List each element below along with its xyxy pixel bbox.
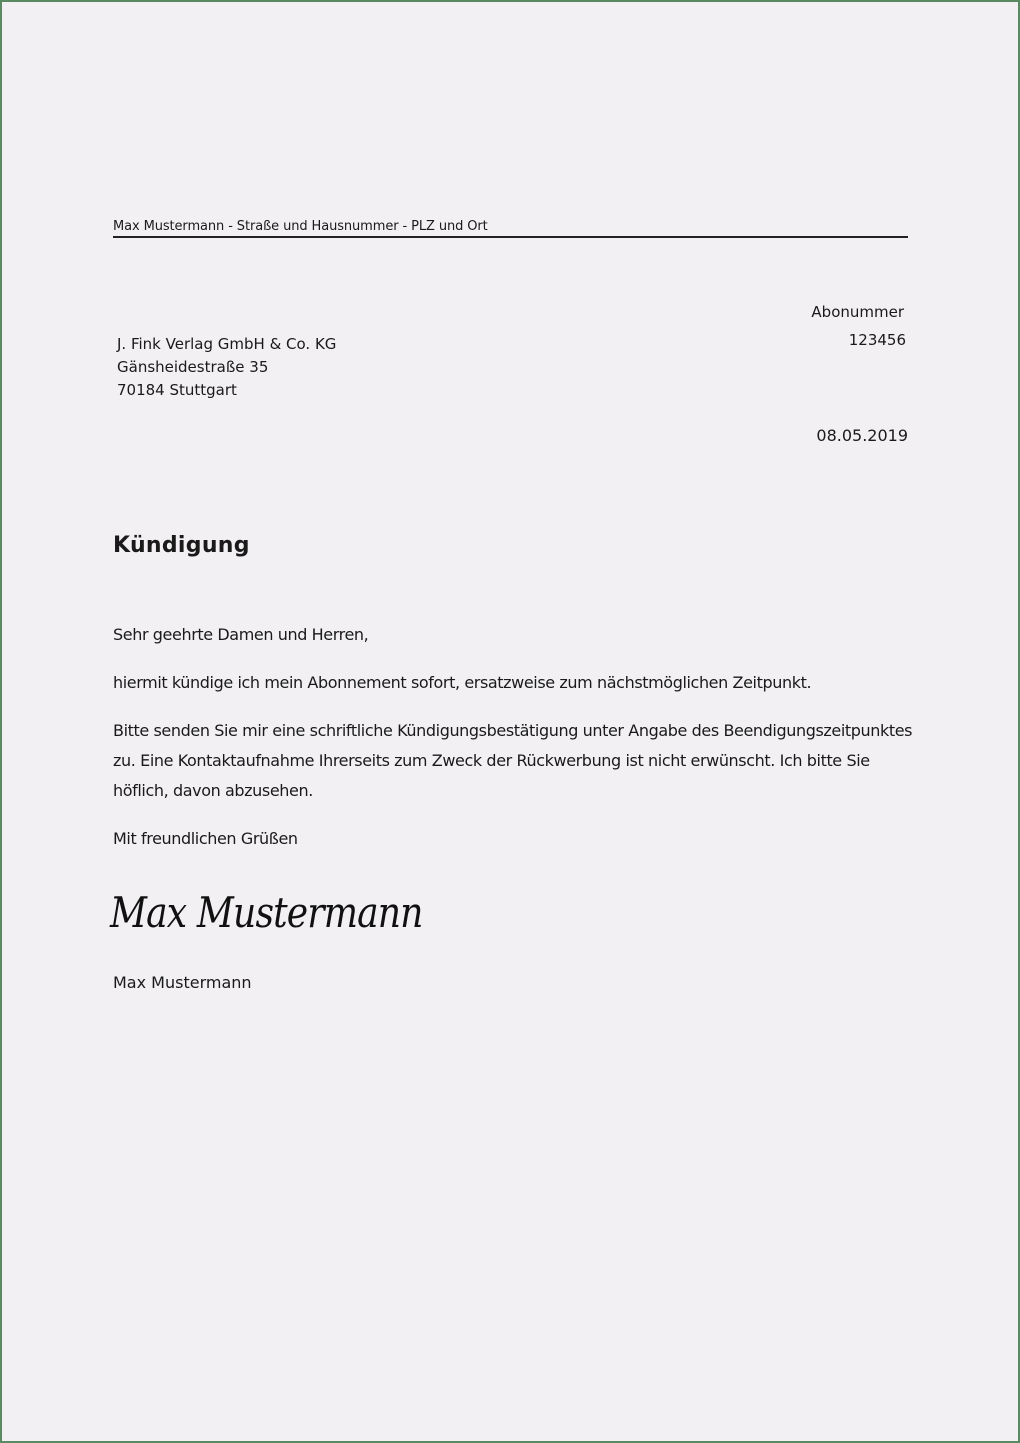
reference-value: 123456	[848, 331, 906, 349]
letter-body	[113, 620, 913, 872]
recipient-address	[117, 333, 336, 402]
salutation: Sehr geehrte Damen und Herren,	[113, 625, 369, 644]
paragraph-cancellation: hiermit kündige ich mein Abonnement sofort, ersatzweise zum nächstmöglichen Zeitpunkt.	[113, 673, 812, 692]
recipient-company: J. Fink Verlag GmbH & Co. KG	[117, 335, 337, 353]
letter-subject: Kündigung	[113, 533, 250, 558]
paragraph-request: Bitte senden Sie mir eine schriftliche Kündigungsbestätigung unter Angabe des Beendigungszeitpunktes zu. Eine Kontaktaufnahme Ihrerseits zum Zweck der Rückwerbung ist nicht erwünscht. Ich bitte Sie höflich, davon abzusehen.	[113, 721, 913, 800]
letter-date: 08.05.2019	[816, 426, 908, 445]
sender-return-address: Max Mustermann - Straße und Hausnummer - PLZ und Ort	[113, 219, 908, 238]
recipient-street: Gänsheidestraße 35	[117, 358, 269, 376]
subscription-reference	[811, 298, 904, 354]
signer-name: Max Mustermann	[113, 973, 252, 992]
reference-label: Abonummer	[811, 303, 904, 321]
handwritten-signature: Max Mustermann	[110, 888, 423, 937]
recipient-city: 70184 Stuttgart	[117, 381, 237, 399]
closing: Mit freundlichen Grüßen	[113, 829, 298, 848]
